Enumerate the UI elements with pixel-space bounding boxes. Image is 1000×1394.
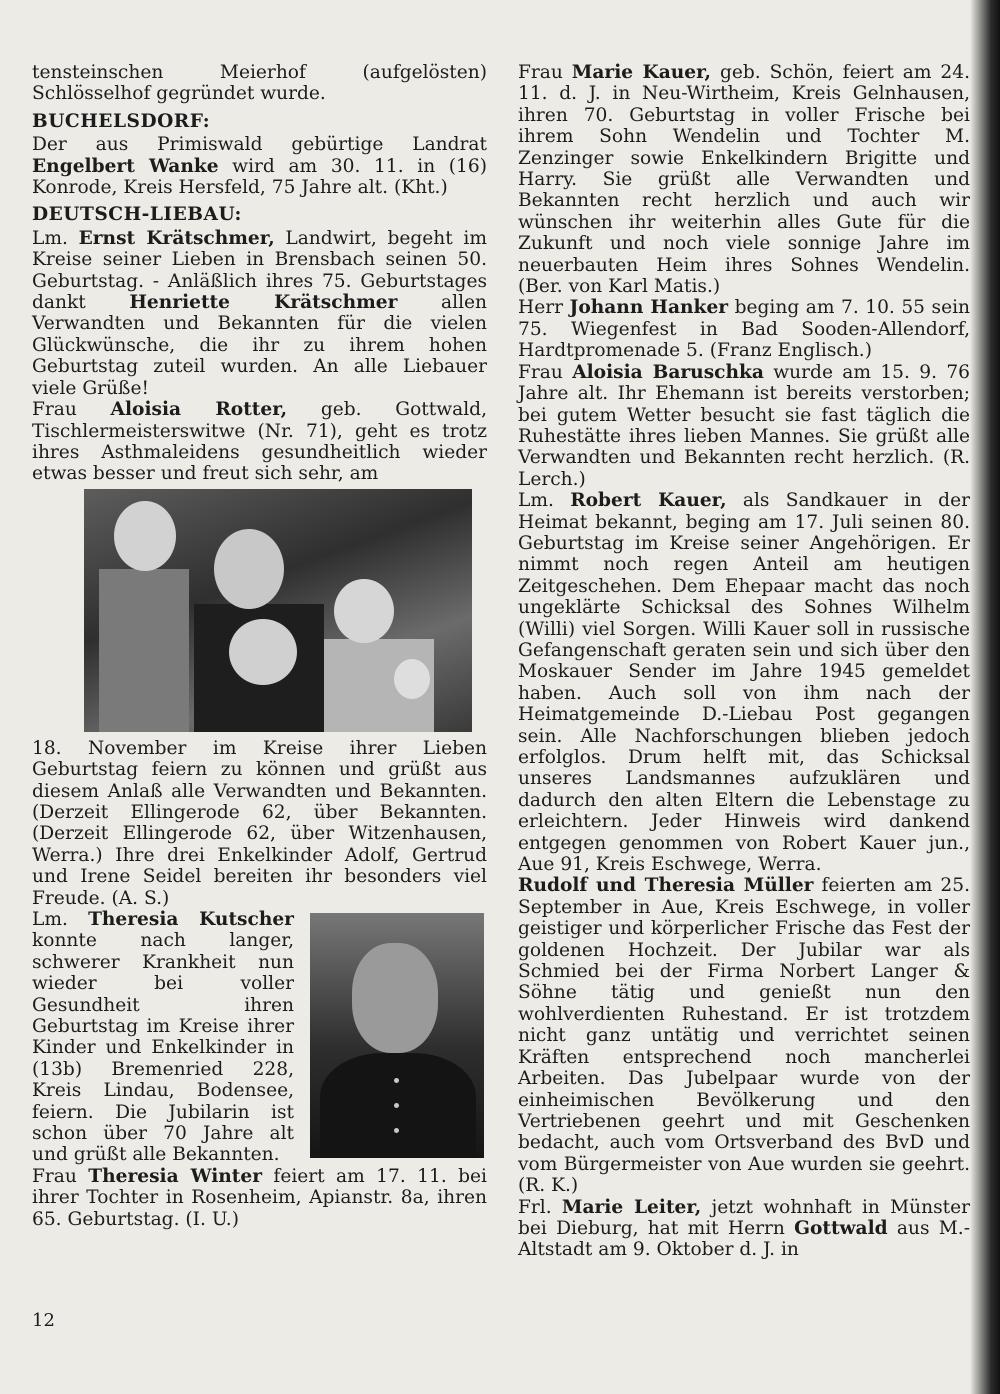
paragraph: Frau Aloisia Baruschka wurde am 15. 9. 76 Jahre alt. Ihr Ehemann ist bereits verstorben; bei gutem Wetter besucht sie fast täglich die Ruhestätte ihres lieben Mannes. Sie grüßt alle Verwandten und Bekannten recht herzlich. (R. Lerch.): [518, 361, 970, 490]
paragraph: Frl. Marie Leiter, jetzt wohnhaft in Münster bei Dieburg, hat mit Herrn Gottwald aus M.-Altstadt am 9. Oktober d. J. in: [518, 1196, 971, 1261]
paragraph: Frau Theresia Winter feiert am 17. 11. bei ihrer Tochter in Rosenheim, Apianstr. 8a, ihren 65. Geburtstag. (I. U.): [32, 1165, 488, 1230]
group-photo: [84, 489, 472, 732]
paragraph: Rudolf und Theresia Müller feierten am 25. September in Aue, Kreis Eschwege, in voller geistiger und körperlicher Frische das Fest der goldenen Hochzeit. Der Jubilar war als Schmied bei der Firma Norbert Langer & Söhne tätig und genießt nun den wohlverdienten Ruhestand. Er ist trotzdem nicht ganz untätig und verrichtet seinen Kräften entsprechend noch mancherlei Arbeiten. Das Jubelpaar wurde von der einheimischen Bevölkerung und den Vertriebenen geehrt und mit Geschenken bedacht, auch vom Ortsverband des BvD und vom Bürgermeister von Aue wurden sie geehrt. (R. K.): [518, 875, 970, 1197]
paragraph: 18. November im Kreise ihrer Lieben Geburtstag feiern zu können und grüßt aus diesem Anlaß alle Verwandten und Bekannten. (Derzeit Ellingerode 62, über Bekannten. (Derzeit Ellingerode 62, über Witzenhausen, Werra.) Ihre drei Enkelkinder Adolf, Gertrud und Irene Seidel bereiten ihr besonders viel Freude. (A. S.): [32, 737, 487, 909]
section-heading-deutsch-liebau: DEUTSCH-LIEBAU:: [32, 204, 242, 226]
portrait-block: [32, 909, 487, 1166]
binding-shadow: [970, 0, 1000, 1394]
page-number: 12: [32, 1310, 55, 1331]
right-column: [518, 62, 970, 1261]
left-column: [32, 62, 487, 1230]
paragraph: Lm. Ernst Krätschmer, Landwirt, begeht im Kreise seiner Lieben in Brensbach seinen 50. Geburtstag. - Anläßlich ihres 75. Geburtstages dankt Henriette Krätschmer allen Verwandten und Bekannten für die vielen Glückwünsche, die ihr zu ihrem hohen Geburtstag zuteil wurden. An alle Liebauer viele Grüße!: [32, 227, 487, 399]
paragraph: Lm. Robert Kauer, als Sandkauer in der Heimat bekannt, beging am 17. Juli seinen 80. Geburtstag im Kreise seiner Angehörigen. Er nimmt noch regen Anteil am heutigen Zeitgeschehen. Dem Ehepaar macht das noch ungeklärte Schicksal des Sohnes Wilhelm (Willi) viel Sorgen. Willi Kauer soll in russische Gefangenschaft geraten sein und sich über den Moskauer Sender im Jahre 1945 gemeldet haben. Auch soll von ihm nach der Heimatgemeinde D.-Liebau Post gegangen sein. Alle Nachforschungen blieben jedoch erfolglos. Drum helft mit, das Schicksal unseres Landsmannes aufzuklären und dadurch den alten Eltern die Lebenstage zu erleichtern. Jeder Hinweis wird dankend entgegen genommen von Robert Kauer jun., Aue 91, Kreis Eschwege, Werra.: [518, 490, 970, 876]
paragraph: Herr Johann Hanker beging am 7. 10. 55 sein 75. Wiegenfest in Bad Sooden-Allendorf, Hardtpromenade 5. (Franz Englisch.): [518, 297, 971, 362]
paragraph: Lm. Theresia Kutscher konnte nach langer, schwerer Krankheit nun wieder bei voller Gesundheit ihren Geburtstag im Kreise ihrer Kinder und Enkelkinder in (13b) Bremenried 228, Kreis Lindau, Bodensee, feiern. Die Jubilarin ist schon über 70 Jahre alt und grüßt alle Bekannten.: [32, 908, 294, 1166]
paragraph: Frau Aloisia Rotter, geb. Gottwald, Tischlermeisterswitwe (Nr. 71), geht es trotz ihres Asthmaleidens gesundheitlich wieder etwas besser und freut sich sehr, am: [32, 399, 487, 485]
paragraph: tensteinschen Meierhof (aufgelösten) Schlösselhof gegründet wurde.: [32, 62, 487, 105]
paragraph: Frau Marie Kauer, geb. Schön, feiert am 24. 11. d. J. in Neu-Wirtheim, Kreis Gelnhausen, ihren 70. Geburtstag in voller Frische bei ihrem Sohn Wendelin und Tochter M. Zenzinger sowie Enkelkindern Brigitte und Harry. Sie grüßt alle Verwandten und Bekannten recht herzlich und auch wir wünschen ihr weiterhin alles Gute für die Zukunft und noch viele sonnige Jahre im neuerbauten Heim ihres Sohnes Wendelin. (Ber. von Karl Matis.): [518, 62, 970, 298]
paragraph: Der aus Primiswald gebürtige Landrat Engelbert Wanke wird am 30. 11. in (16) Konrode, Kreis Hersfeld, 75 Jahre alt. (Kht.): [32, 134, 487, 199]
section-heading-buchelsdorf: BUCHELSDORF:: [32, 110, 211, 132]
portrait-photo: [310, 913, 484, 1158]
